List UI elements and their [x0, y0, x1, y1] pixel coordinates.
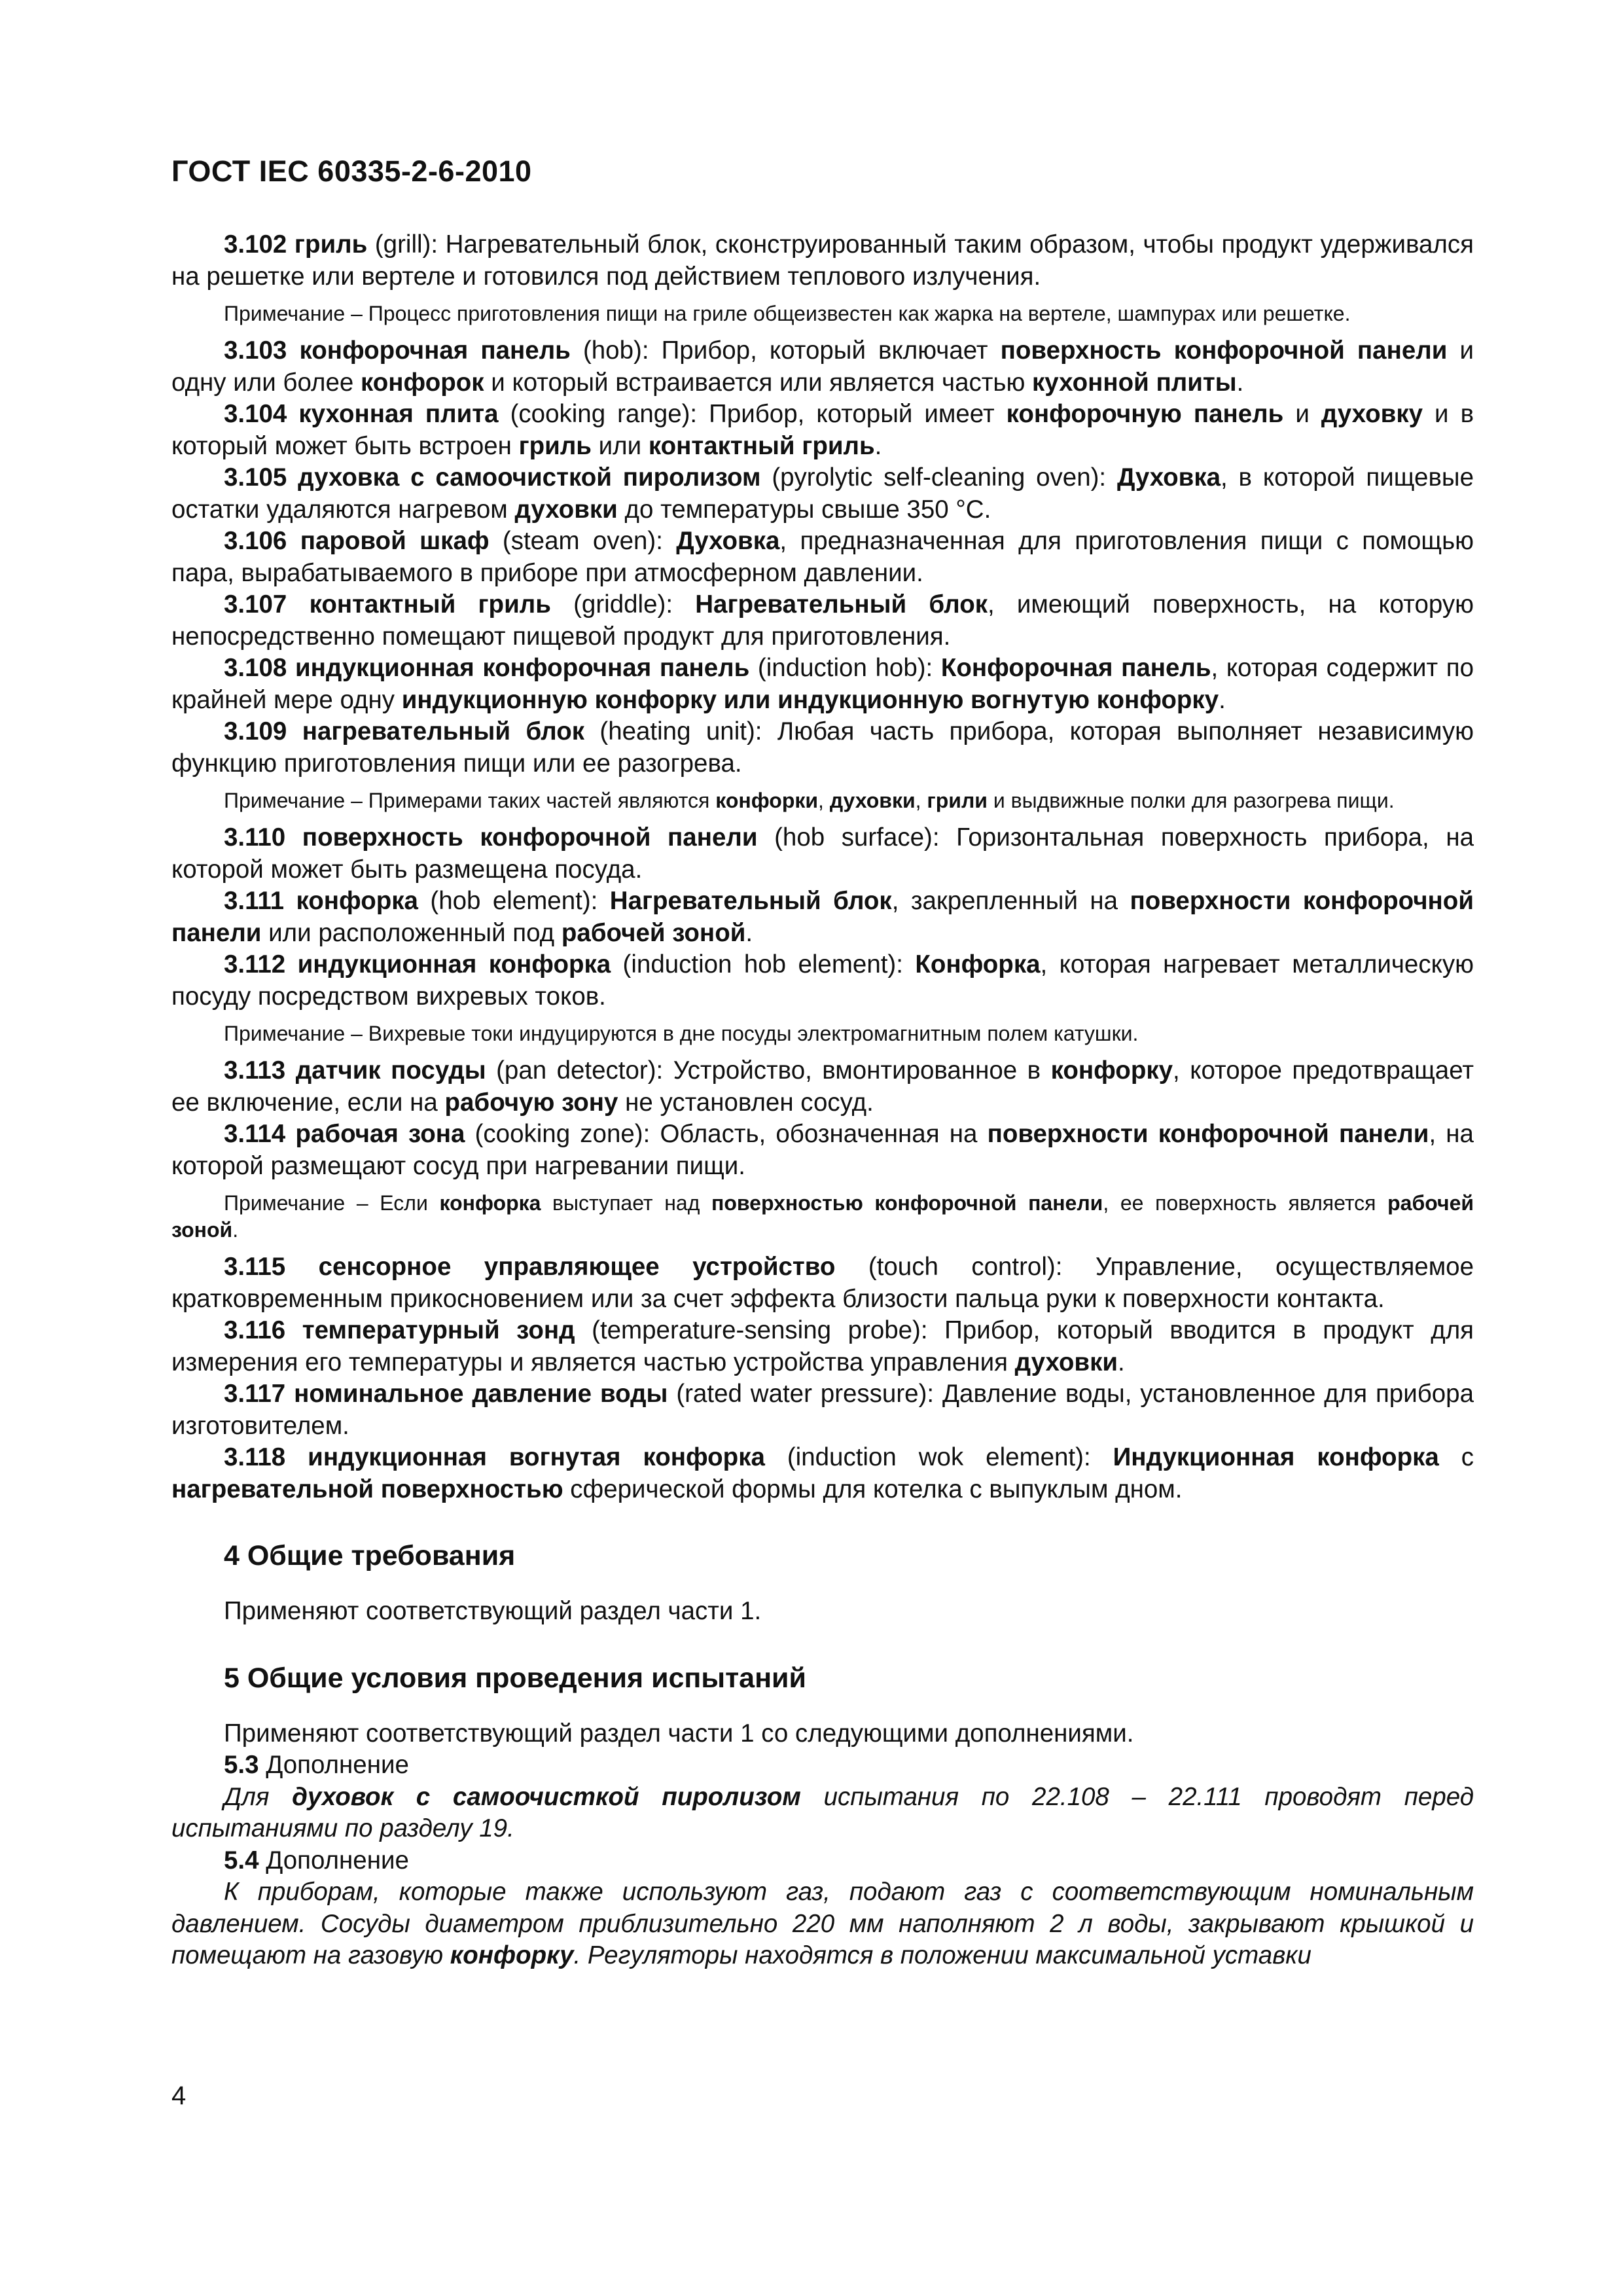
text-run: (griddle):: [550, 590, 696, 619]
page-number: 4: [171, 2081, 187, 2110]
bold-term: 3.107 контактный гриль: [224, 590, 551, 619]
bold-term: конфорку: [1050, 1056, 1173, 1085]
definition-3-104: [171, 399, 1474, 462]
text-run: (rated water pressure): Давление воды, установленное для прибора изготовителем.: [171, 1380, 1474, 1440]
bold-term: Духовка: [676, 527, 780, 555]
bold-term: рабочей зоной: [561, 918, 746, 947]
text-run: (heating unit): Любая часть прибора, которая выполняет независимую функцию приготовления пищи или ее разогрева.: [171, 717, 1474, 778]
bold-term: поверхностью конфорочной панели: [711, 1191, 1103, 1215]
note-3-112: [171, 1020, 1474, 1047]
definition-3-116: [171, 1315, 1474, 1378]
bold-term: нагревательной поверхностью: [171, 1475, 563, 1503]
text-run: Примечание – Вихревые токи индуцируются в дне посуды электромагнитным полем катушки.: [224, 1022, 1139, 1045]
definition-3-108: [171, 653, 1474, 716]
bold-term: духовки: [1014, 1348, 1118, 1376]
bold-term: 3.117 номинальное давление воды: [224, 1380, 668, 1408]
bold-term: поверхности конфорочной панели: [987, 1120, 1429, 1148]
text-run: (induction hob):: [749, 654, 941, 682]
text-run: ,: [915, 789, 927, 812]
bold-term: конфорку: [450, 1941, 574, 1969]
definition-3-118: [171, 1442, 1474, 1505]
text-run: (pan detector): Устройство, вмонтированное в: [486, 1056, 1051, 1085]
bold-term: конфорочную панель: [1006, 400, 1284, 428]
bold-term: 3.114 рабочая зона: [224, 1120, 465, 1148]
text-run: (grill): Нагревательный блок, сконструированный таким образом, чтобы продукт удерживался на решетке или вертеле и готовился под действием теплового излучения.: [171, 230, 1474, 291]
bold-term: Конфорочная панель: [940, 654, 1211, 682]
definition-3-102: [171, 229, 1474, 293]
bold-term: духовок с самоочисткой пиролизом: [292, 1782, 801, 1811]
text-run: , закрепленный на: [891, 887, 1130, 915]
bold-term: 3.105 духовка с самоочисткой пиролизом: [224, 463, 761, 492]
bold-term: 3.106 паровой шкаф: [224, 527, 490, 555]
bold-term: 3.115 сенсорное управляющее устройство: [224, 1253, 836, 1281]
text-run: Дополнение: [259, 1846, 409, 1874]
page-content: [171, 229, 1474, 1972]
bold-term: конфорок: [361, 368, 484, 397]
bold-term: Духовка: [1116, 463, 1221, 492]
bold-term: контактный гриль: [648, 431, 875, 460]
bold-term: гриль: [518, 431, 592, 460]
text-run: Дополнение: [259, 1751, 409, 1779]
bold-term: Нагревательный блок: [695, 590, 988, 619]
text-run: и: [1283, 400, 1321, 428]
definition-3-113: [171, 1055, 1474, 1119]
text-run: не установлен сосуд.: [618, 1088, 874, 1117]
definition-3-103: [171, 335, 1474, 399]
text-run: .: [1236, 368, 1244, 397]
text-run: .: [874, 431, 882, 460]
text-run: Для: [224, 1782, 293, 1811]
text-run: , которая нагревает металлическую посуду посредством вихревых токов.: [171, 950, 1474, 1011]
section-heading-4: 4 Общие требования: [224, 1540, 516, 1571]
bold-term: кухонной плиты: [1032, 368, 1237, 397]
section-heading-5: 5 Общие условия проведения испытаний: [224, 1662, 806, 1694]
text-run: , в которой пищевые остатки удаляются нагревом: [171, 463, 1474, 524]
definition-3-105: [171, 462, 1474, 526]
definition-3-115: [171, 1251, 1474, 1315]
text-run: (induction hob element):: [611, 950, 916, 978]
text-run: , на которой размещают сосуд при нагревании пищи.: [171, 1120, 1474, 1180]
text-run: (induction wok element):: [764, 1443, 1113, 1471]
text-run: .: [1118, 1348, 1125, 1376]
definition-3-107: [171, 589, 1474, 653]
bold-term: 3.102 гриль: [224, 230, 368, 259]
note-3-109: [171, 787, 1474, 814]
text-run: с: [1438, 1443, 1474, 1471]
text-run: сферической формы для котелка с выпуклым дном.: [563, 1475, 1183, 1503]
bold-term: Индукционная конфорка: [1113, 1443, 1439, 1471]
section-4-text: [171, 1596, 1474, 1628]
bold-term: грили: [927, 789, 988, 812]
definition-3-106: [171, 526, 1474, 589]
text-run: и выдвижные полки для разогрева пищи.: [987, 789, 1395, 812]
text-run: (cooking range): Прибор, который имеет: [498, 400, 1007, 428]
bold-term: 5.4: [224, 1846, 259, 1874]
text-run: и в который может быть встроен: [171, 400, 1474, 460]
text-run: Применяют соответствующий раздел части 1 со следующими дополнениями.: [224, 1719, 1134, 1748]
bold-term: индукционную конфорку или индукционную вогнутую конфорку: [401, 685, 1219, 714]
text-run: , которое предотвращает ее включение, если на: [171, 1056, 1474, 1117]
definition-3-112: [171, 949, 1474, 1013]
bold-term: поверхность конфорочной панели: [1000, 336, 1448, 365]
text-run: . Регуляторы находятся в положении максимальной уставки: [573, 1941, 1311, 1969]
text-run: испытания по 22.108 – 22.111 проводят перед испытаниями по разделу 19.: [171, 1782, 1474, 1842]
clause-5-3-label: [171, 1749, 1474, 1782]
text-run: Примечание – Если: [224, 1191, 440, 1215]
note-3-114: [171, 1190, 1474, 1244]
text-run: (hob surface): Горизонтальная поверхность прибора, на которой может быть размещена посуда.: [171, 823, 1474, 884]
bold-term: 3.104 кухонная плита: [224, 400, 499, 428]
text-run: Применяют соответствующий раздел части 1.: [224, 1597, 762, 1625]
bold-term: духовки: [514, 495, 618, 524]
text-run: .: [1219, 685, 1226, 714]
text-run: (touch control): Управление, осуществляемое кратковременным прикосновением или за счет эффекта близости пальца руки к поверхности контакта.: [171, 1253, 1474, 1313]
text-run: (temperature-sensing probe): Прибор, который вводится в продукт для измерения его температуры и является частью устройства управления: [171, 1316, 1474, 1376]
text-run: Примечание – Процесс приготовления пищи на гриле общеизвестен как жарка на вертеле, шампурах или решетке.: [224, 302, 1351, 325]
bold-term: 3.112 индукционная конфорка: [224, 950, 611, 978]
bold-term: 3.110 поверхность конфорочной панели: [224, 823, 758, 852]
bold-term: рабочей зоной: [171, 1191, 1474, 1242]
bold-term: 3.103 конфорочная панель: [224, 336, 571, 365]
text-run: до температуры свыше 350 °С.: [617, 495, 991, 524]
text-run: К приборам, которые также используют газ, подают газ с соответствующим номинальным давлением. Сосуды диаметром приблизительно 220 мм наполняют 2 л воды, закрывают крышкой и помещают на газовую: [171, 1878, 1474, 1969]
definition-3-109: [171, 716, 1474, 780]
text-run: и который встраивается или является частью: [484, 368, 1033, 397]
definition-3-117: [171, 1378, 1474, 1442]
bold-term: Нагревательный блок: [609, 887, 892, 915]
text-run: или расположенный под: [261, 918, 562, 947]
bold-term: духовку: [1321, 400, 1423, 428]
section-5-text: [171, 1718, 1474, 1750]
note-3-102: [171, 300, 1474, 327]
text-run: (pyrolytic self-cleaning oven):: [760, 463, 1117, 492]
text-run: (cooking zone): Область, обозначенная на: [465, 1120, 988, 1148]
bold-term: рабочую зону: [444, 1088, 618, 1117]
bold-term: конфорка: [439, 1191, 541, 1215]
text-run: выступает над: [541, 1191, 712, 1215]
bold-term: поверхности конфорочной панели: [171, 887, 1474, 947]
clause-5-4-text: [171, 1876, 1474, 1972]
bold-term: 3.116 температурный зонд: [224, 1316, 575, 1344]
bold-term: конфорки: [715, 789, 819, 812]
definition-3-114: [171, 1119, 1474, 1182]
text-run: (hob): Прибор, который включает: [570, 336, 1001, 365]
clause-5-4-label: [171, 1845, 1474, 1877]
definition-3-111: [171, 886, 1474, 949]
text-run: .: [745, 918, 753, 947]
bold-term: 3.113 датчик посуды: [224, 1056, 486, 1085]
bold-term: 3.109 нагревательный блок: [224, 717, 585, 745]
text-run: (steam oven):: [489, 527, 677, 555]
bold-term: 5.3: [224, 1751, 259, 1779]
text-run: , которая содержит по крайней мере одну: [171, 654, 1474, 714]
bold-term: 3.118 индукционная вогнутая конфорка: [224, 1443, 765, 1471]
text-run: , ее поверхность является: [1103, 1191, 1388, 1215]
text-run: , имеющий поверхность, на которую непосредственно помещают пищевой продукт для приготовления.: [171, 590, 1474, 651]
clause-5-3-text: [171, 1782, 1474, 1845]
document-header: ГОСТ IEC 60335-2-6-2010: [171, 154, 532, 188]
text-run: ,: [818, 789, 830, 812]
definition-3-110: [171, 822, 1474, 886]
text-run: или: [591, 431, 649, 460]
text-run: и одну или более: [171, 336, 1474, 397]
bold-term: Конфорка: [915, 950, 1041, 978]
text-run: , предназначенная для приготовления пищи с помощью пара, вырабатываемого в приборе при атмосферном давлении.: [171, 527, 1474, 587]
text-run: (hob element):: [418, 887, 610, 915]
text-run: Примечание – Примерами таких частей являются: [224, 789, 716, 812]
text-run: .: [232, 1218, 239, 1242]
bold-term: 3.108 индукционная конфорочная панель: [224, 654, 750, 682]
bold-term: 3.111 конфорка: [224, 887, 418, 915]
bold-term: духовки: [829, 789, 916, 812]
